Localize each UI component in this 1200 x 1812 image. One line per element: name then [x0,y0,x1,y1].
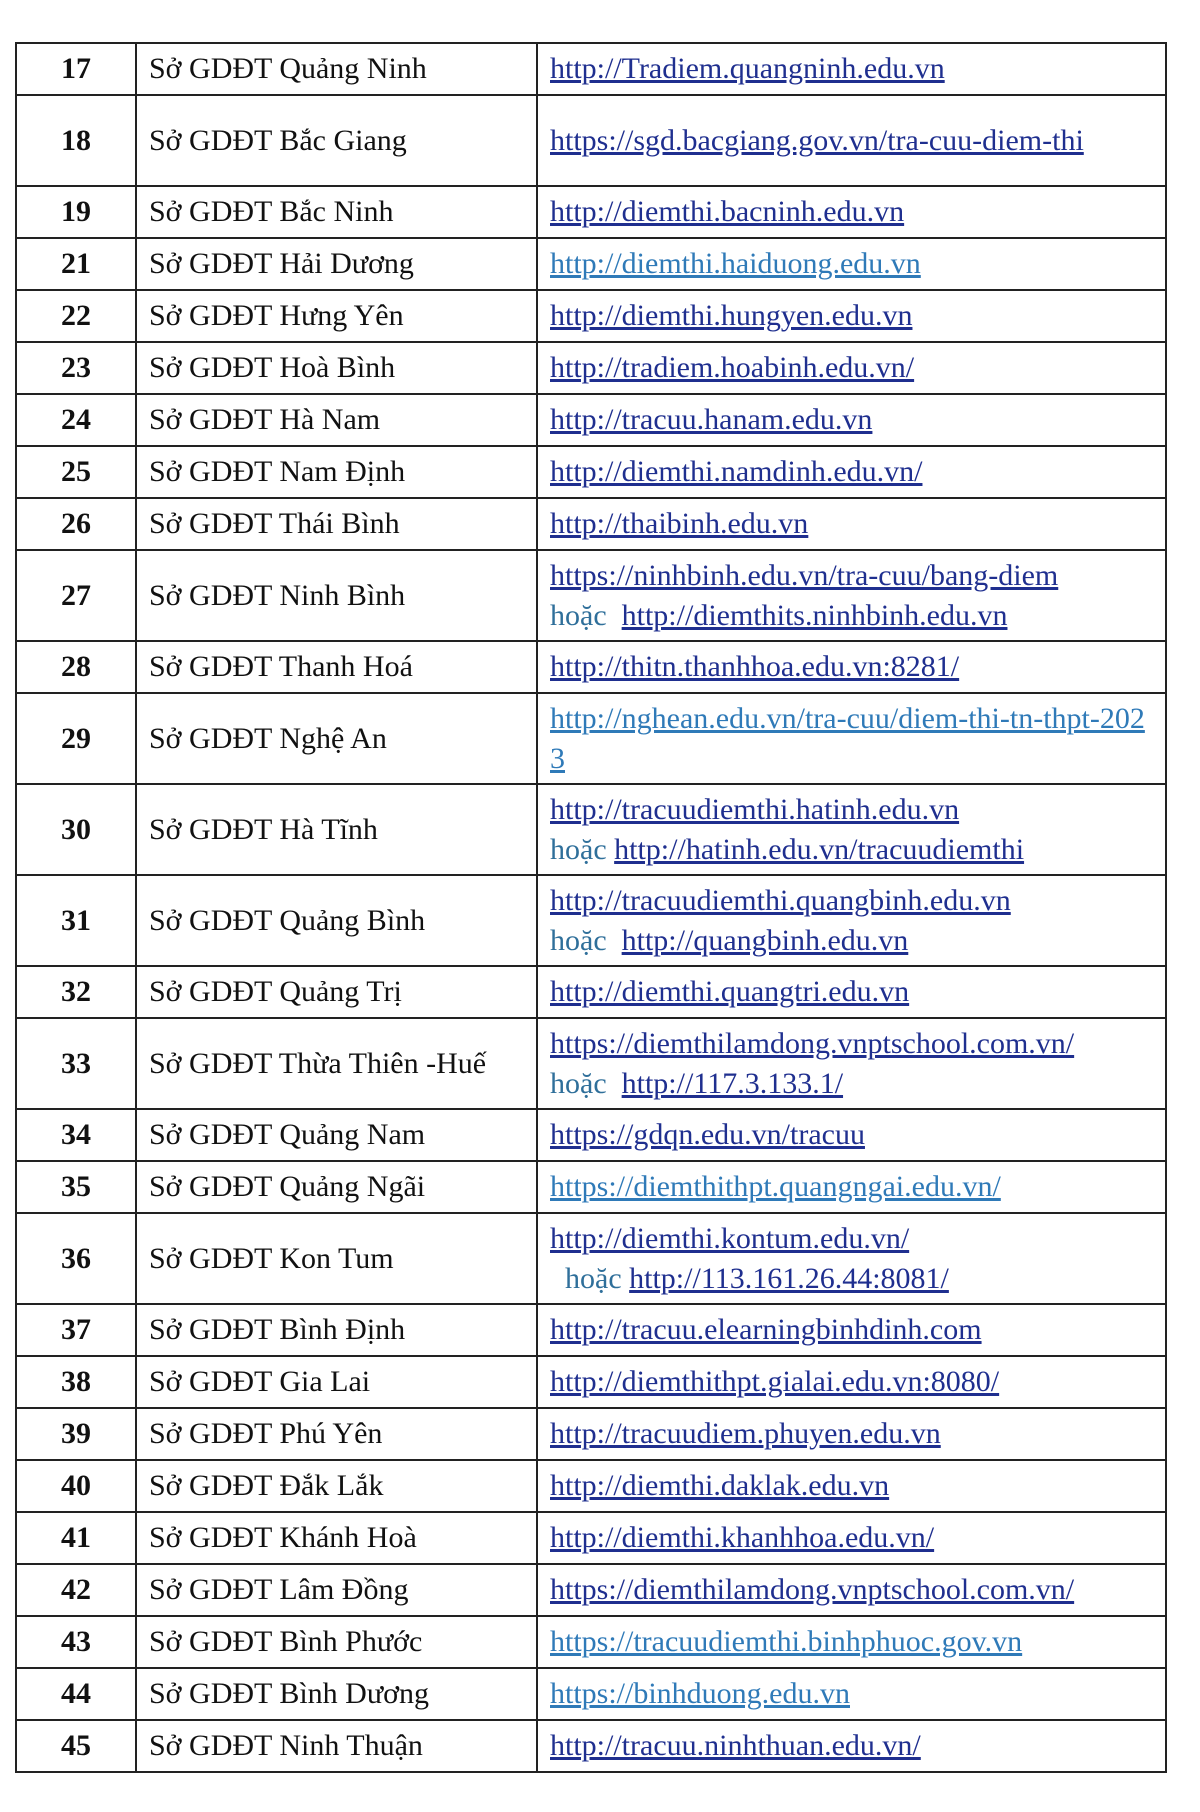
lookup-link[interactable]: http://diemthi.quangtri.edu.vn [550,975,910,1008]
department-name: Sở GDĐT Ninh Bình [136,550,537,641]
table-row [16,1720,1166,1772]
lookup-link[interactable]: https://binhduong.edu.vn [550,1677,850,1710]
lookup-link[interactable]: http://tracuu.hanam.edu.vn [550,403,873,436]
department-name: Sở GDĐT Thanh Hoá [136,641,537,693]
lookup-link[interactable]: https://ninhbinh.edu.vn/tra-cuu/bang-diem [550,558,1059,592]
lookup-link[interactable]: http://tradiem.hoabinh.edu.vn/ [550,351,915,384]
department-name: Sở GDĐT Kon Tum [136,1213,537,1304]
lookup-link[interactable]: https://diemthithpt.quangngai.edu.vn/ [550,1170,1001,1203]
row-number: 17 [16,43,136,95]
link-cell [537,966,1166,1018]
link-cell [537,238,1166,290]
link-cell [537,446,1166,498]
link-cell [537,394,1166,446]
department-name: Sở GDĐT Bắc Ninh [136,186,537,238]
department-name: Sở GDĐT Quảng Nam [136,1109,537,1161]
lookup-link[interactable]: http://diemthi.hungyen.edu.vn [550,299,913,332]
link-line [550,921,1159,961]
table-row [16,1356,1166,1408]
link-line [550,556,1159,596]
table-row [16,1018,1166,1109]
department-name: Sở GDĐT Ninh Thuận [136,1720,537,1772]
link-line [550,1219,1159,1259]
link-cell [537,1161,1166,1213]
link-cell [537,550,1166,641]
link-cell [537,1564,1166,1616]
department-name: Sở GDĐT Hà Tĩnh [136,784,537,875]
row-number: 18 [16,95,136,186]
department-name: Sở GDĐT Bắc Giang [136,95,537,186]
table-row [16,238,1166,290]
lookup-link[interactable]: http://tracuudiem.phuyen.edu.vn [550,1417,941,1450]
score-lookup-table [15,42,1167,1773]
row-number: 38 [16,1356,136,1408]
lookup-link[interactable]: http://thitn.thanhhoa.edu.vn:8281/ [550,650,960,683]
table-row [16,641,1166,693]
link-cell [537,1408,1166,1460]
table-row [16,1512,1166,1564]
department-name: Sở GDĐT Hưng Yên [136,290,537,342]
link-cell [537,1304,1166,1356]
link-cell [537,1109,1166,1161]
table-row [16,875,1166,966]
table-row [16,1213,1166,1304]
or-text: hoặc [550,1066,607,1100]
row-number: 44 [16,1668,136,1720]
row-number: 21 [16,238,136,290]
table-row [16,342,1166,394]
link-cell [537,1668,1166,1720]
lookup-link[interactable]: https://diemthilamdong.vnptschool.com.vn/ [550,1026,1075,1060]
row-number: 40 [16,1460,136,1512]
alt-lookup-link[interactable]: http://113.161.26.44:8081/ [629,1261,949,1295]
link-cell [537,186,1166,238]
department-name: Sở GDĐT Bình Định [136,1304,537,1356]
department-name: Sở GDĐT Khánh Hoà [136,1512,537,1564]
row-number: 31 [16,875,136,966]
department-name: Sở GDĐT Thái Bình [136,498,537,550]
alt-lookup-link[interactable]: http://quangbinh.edu.vn [621,923,909,957]
department-name: Sở GDĐT Hải Dương [136,238,537,290]
row-number: 30 [16,784,136,875]
department-name: Sở GDĐT Gia Lai [136,1356,537,1408]
link-cell [537,1616,1166,1668]
lookup-link[interactable]: http://diemthi.haiduong.edu.vn [550,247,921,280]
row-number: 42 [16,1564,136,1616]
link-cell [537,1512,1166,1564]
department-name: Sở GDĐT Lâm Đồng [136,1564,537,1616]
table-row [16,186,1166,238]
table-row [16,1161,1166,1213]
link-cell [537,875,1166,966]
lookup-link[interactable]: http://diemthi.daklak.edu.vn [550,1469,890,1502]
row-number: 29 [16,693,136,784]
link-cell [537,1356,1166,1408]
table-row [16,1304,1166,1356]
row-number: 35 [16,1161,136,1213]
department-name: Sở GDĐT Đắk Lắk [136,1460,537,1512]
department-name: Sở GDĐT Quảng Ngãi [136,1161,537,1213]
row-number: 22 [16,290,136,342]
row-number: 25 [16,446,136,498]
link-cell [537,290,1166,342]
lookup-link[interactable]: http://diemthi.namdinh.edu.vn/ [550,455,923,488]
table-row [16,1109,1166,1161]
link-line [550,596,1159,636]
or-text: hoặc [550,598,607,632]
lookup-link[interactable]: https://sgd.bacgiang.gov.vn/tra-cuu-diem-thi [550,123,1084,157]
lookup-link[interactable]: http://diemthi.khanhhoa.edu.vn/ [550,1521,935,1554]
link-cell [537,693,1166,784]
alt-lookup-link[interactable]: http://117.3.133.1/ [621,1066,844,1100]
link-cell [537,1460,1166,1512]
row-number: 32 [16,966,136,1018]
department-name: Sở GDĐT Bình Phước [136,1616,537,1668]
table-row [16,95,1166,186]
row-number: 36 [16,1213,136,1304]
table-body [16,43,1166,1772]
table-row [16,1460,1166,1512]
or-text: hoặc [565,1261,622,1295]
table-row [16,446,1166,498]
link-line [550,1024,1159,1064]
lookup-link[interactable]: http://Tradiem.quangninh.edu.vn [550,52,945,85]
link-cell [537,498,1166,550]
lookup-link[interactable]: http://tracuu.ninhthuan.edu.vn/ [550,1729,921,1762]
row-number: 34 [16,1109,136,1161]
lookup-link[interactable]: http://nghean.edu.vn/tra-cuu/diem-thi-tn-thpt-2023 [550,701,1145,775]
row-number: 19 [16,186,136,238]
lookup-link[interactable]: http://diemthithpt.gialai.edu.vn:8080/ [550,1365,1000,1398]
link-cell [537,641,1166,693]
link-line [550,881,1159,921]
table-row [16,693,1166,784]
link-cell [537,1018,1166,1109]
row-number: 24 [16,394,136,446]
link-line [550,790,1159,830]
department-name: Sở GDĐT Quảng Bình [136,875,537,966]
table-row [16,498,1166,550]
table-row [16,1564,1166,1616]
row-number: 41 [16,1512,136,1564]
link-line [550,830,1159,870]
lookup-link[interactable]: http://thaibinh.edu.vn [550,507,809,540]
department-name: Sở GDĐT Quảng Trị [136,966,537,1018]
row-number: 23 [16,342,136,394]
row-number: 28 [16,641,136,693]
row-number: 39 [16,1408,136,1460]
department-name: Sở GDĐT Phú Yên [136,1408,537,1460]
table-row [16,1408,1166,1460]
lookup-link[interactable]: http://tracuu.elearningbinhdinh.com [550,1313,982,1346]
department-name: Sở GDĐT Hà Nam [136,394,537,446]
department-name: Sở GDĐT Nam Định [136,446,537,498]
link-line [550,1259,1159,1299]
alt-lookup-link[interactable]: http://diemthits.ninhbinh.edu.vn [621,598,1008,632]
row-number: 45 [16,1720,136,1772]
table-row [16,966,1166,1018]
table-row [16,1668,1166,1720]
link-cell [537,342,1166,394]
lookup-link[interactable]: https://diemthilamdong.vnptschool.com.vn/ [550,1573,1075,1606]
row-number: 26 [16,498,136,550]
row-number: 27 [16,550,136,641]
lookup-link[interactable]: http://tracuudiemthi.hatinh.edu.vn [550,792,960,826]
table-row [16,290,1166,342]
department-name: Sở GDĐT Quảng Ninh [136,43,537,95]
link-line [550,1064,1159,1104]
lookup-link[interactable]: http://diemthi.kontum.edu.vn/ [550,1221,910,1255]
table-row [16,550,1166,641]
link-cell [537,1720,1166,1772]
or-text: hoặc [550,832,607,866]
row-number: 33 [16,1018,136,1109]
row-number: 37 [16,1304,136,1356]
table-row [16,394,1166,446]
lookup-link[interactable]: https://gdqn.edu.vn/tracuu [550,1118,865,1151]
lookup-link[interactable]: http://diemthi.bacninh.edu.vn [550,195,905,228]
or-text: hoặc [550,923,607,957]
department-name: Sở GDĐT Bình Dương [136,1668,537,1720]
lookup-link[interactable]: https://tracuudiemthi.binhphuoc.gov.vn [550,1625,1023,1658]
table-row [16,43,1166,95]
link-cell [537,784,1166,875]
department-name: Sở GDĐT Nghệ An [136,693,537,784]
alt-lookup-link[interactable]: http://hatinh.edu.vn/tracuudiemthi [614,832,1025,866]
table-row [16,1616,1166,1668]
link-cell [537,95,1166,186]
department-name: Sở GDĐT Hoà Bình [136,342,537,394]
department-name: Sở GDĐT Thừa Thiên -Huế [136,1018,537,1109]
link-cell [537,43,1166,95]
link-cell [537,1213,1166,1304]
row-number: 43 [16,1616,136,1668]
lookup-link[interactable]: http://tracuudiemthi.quangbinh.edu.vn [550,883,1011,917]
table-row [16,784,1166,875]
